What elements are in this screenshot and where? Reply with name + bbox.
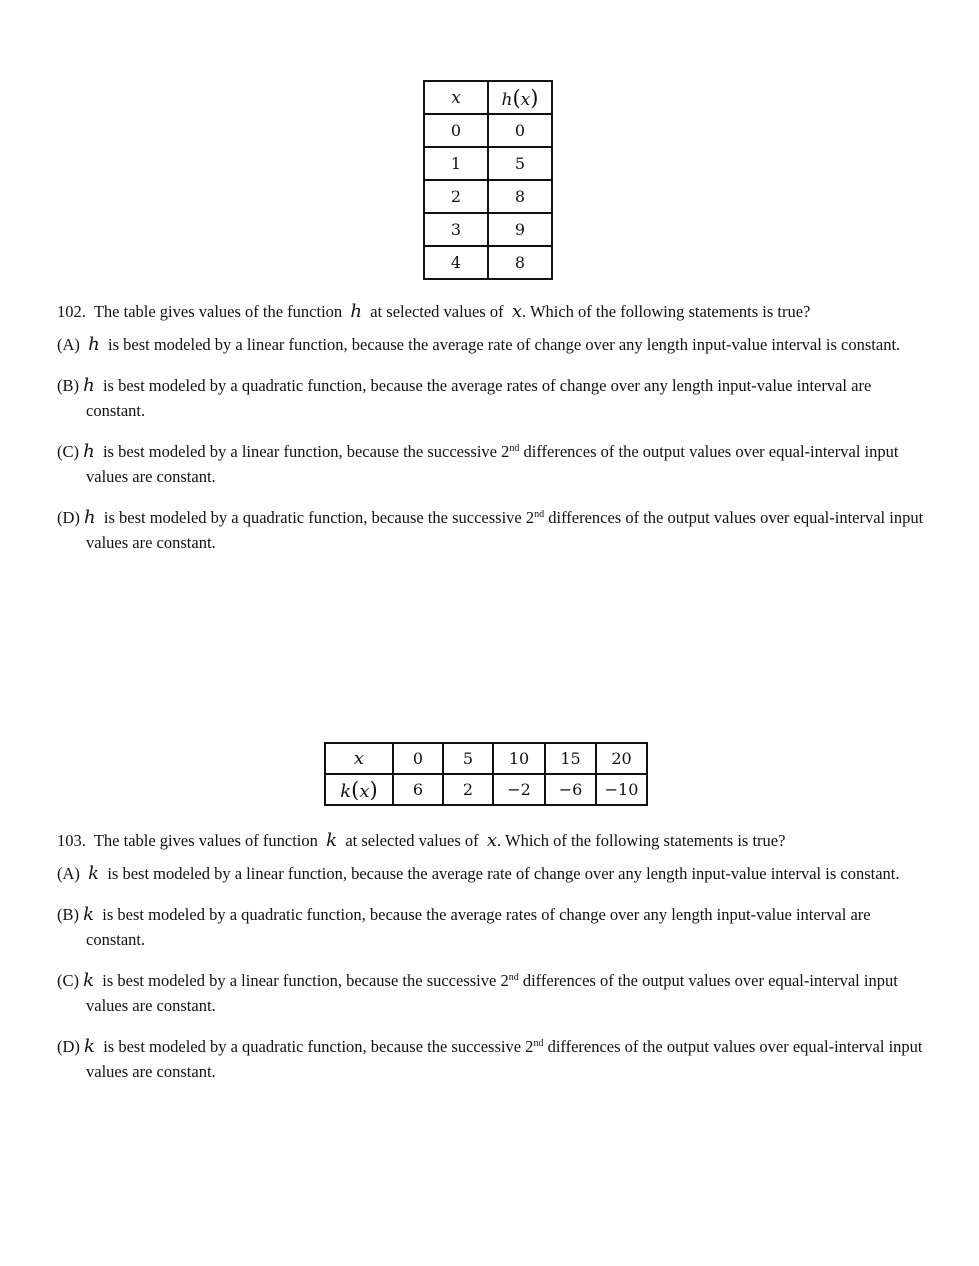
x-cell: 3 xyxy=(424,213,488,246)
k-cell: −2 xyxy=(493,774,545,805)
x-cell: 5 xyxy=(443,743,493,774)
table-row xyxy=(424,246,552,279)
k-cell: 6 xyxy=(393,774,443,805)
question-stem: 103. The table gives values of function k at selected values of x. Which of the following statements is true? xyxy=(57,830,786,851)
option-a: (A) k is best modeled by a linear function, because the average rate of change over any length input-value interval is constant. xyxy=(57,863,900,884)
table-row xyxy=(424,180,552,213)
x-cell: 4 xyxy=(424,246,488,279)
option-c: (C) h is best modeled by a linear function, because the successive 2nd differences of the output values over equal-interval input values are constant. xyxy=(57,441,899,486)
k-values-table xyxy=(324,742,648,806)
k-cell: −6 xyxy=(545,774,596,805)
h-cell: 5 xyxy=(488,147,552,180)
table-row xyxy=(424,114,552,147)
h-values-table xyxy=(423,80,553,280)
h-cell: 8 xyxy=(488,180,552,213)
h-cell: 0 xyxy=(488,114,552,147)
x-cell: 10 xyxy=(493,743,545,774)
option-c: (C) k is best modeled by a linear function, because the successive 2nd differences of the output values over equal-interval input values are constant. xyxy=(57,970,898,1015)
table-row-x xyxy=(325,743,647,774)
table-row-k xyxy=(325,774,647,805)
header-h-of-x: h(x) xyxy=(488,81,552,114)
option-b: (B) k is best modeled by a quadratic function, because the average rates of change over any length input-value interval are constant. xyxy=(57,904,871,949)
h-cell: 9 xyxy=(488,213,552,246)
option-d: (D) k is best modeled by a quadratic function, because the successive 2nd differences of the output values over equal-interval input values are constant. xyxy=(57,1036,923,1081)
label-k-of-x: k(x) xyxy=(325,774,393,805)
x-cell: 20 xyxy=(596,743,647,774)
question-103 xyxy=(57,830,927,1100)
k-cell: 2 xyxy=(443,774,493,805)
table-header-row xyxy=(424,81,552,114)
header-x: x xyxy=(424,81,488,114)
k-cell: −10 xyxy=(596,774,647,805)
x-cell: 2 xyxy=(424,180,488,213)
x-cell: 15 xyxy=(545,743,596,774)
option-b: (B) h is best modeled by a quadratic function, because the average rates of change over any length input-value interval are constant. xyxy=(57,375,872,420)
table-row xyxy=(424,213,552,246)
option-d: (D) h is best modeled by a quadratic function, because the successive 2nd differences of the output values over equal-interval input values are constant. xyxy=(57,507,924,552)
h-cell: 8 xyxy=(488,246,552,279)
option-a: (A) h is best modeled by a linear function, because the average rate of change over any length input-value interval is constant. xyxy=(57,334,901,355)
label-x: x xyxy=(325,743,393,774)
x-cell: 0 xyxy=(393,743,443,774)
question-102 xyxy=(57,301,927,571)
x-cell: 1 xyxy=(424,147,488,180)
question-stem: 102. The table gives values of the function h at selected values of x. Which of the following statements is true? xyxy=(57,301,811,322)
x-cell: 0 xyxy=(424,114,488,147)
table-row xyxy=(424,147,552,180)
